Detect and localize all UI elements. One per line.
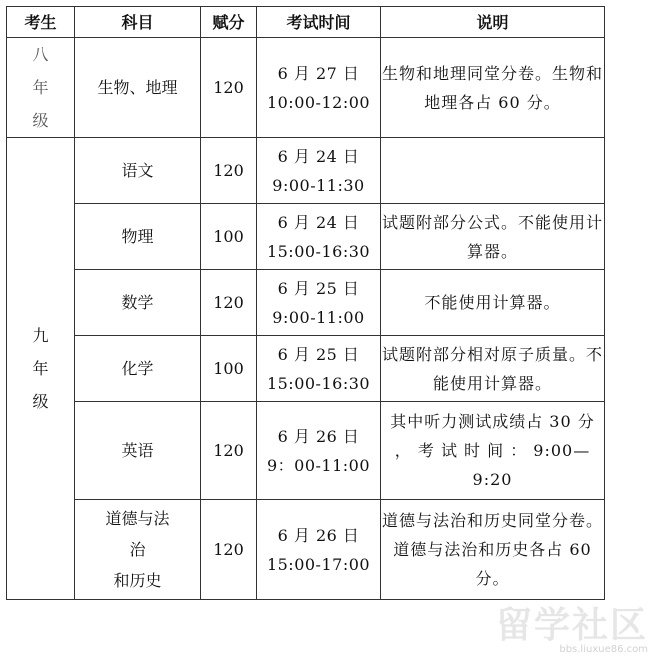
subject-cell: 道德与法 治 和历史	[75, 500, 201, 600]
subject-cell: 英语	[75, 402, 201, 500]
watermark-logo: 留学社区	[495, 605, 648, 646]
score-cell: 120	[201, 38, 257, 138]
subject-cell: 生物、地理	[75, 38, 201, 138]
note-cell: 试题附部分公式。不能使用计算器。	[381, 204, 605, 270]
score-cell: 120	[201, 500, 257, 600]
subject-cell: 化学	[75, 336, 201, 402]
table-row	[7, 38, 605, 138]
header-score: 赋分	[201, 7, 257, 38]
note-cell: 不能使用计算器。	[381, 270, 605, 336]
exam-schedule-table	[6, 6, 605, 600]
subject-cell: 数学	[75, 270, 201, 336]
time-cell: 6 月 26 日 15:00-17:00	[257, 500, 381, 600]
header-time: 考试时间	[257, 7, 381, 38]
note-cell: 生物和地理同堂分卷。生物和地理各占 60 分。	[381, 38, 605, 138]
watermark-url: bbs.liuxue86.com	[559, 644, 648, 655]
table-row	[7, 204, 605, 270]
time-cell: 6 月 27 日 10:00-12:00	[257, 38, 381, 138]
score-cell: 120	[201, 270, 257, 336]
subject-cell: 物理	[75, 204, 201, 270]
table-row	[7, 336, 605, 402]
table-row	[7, 138, 605, 204]
header-subject: 科目	[75, 7, 201, 38]
score-cell: 120	[201, 402, 257, 500]
grade9-label: 九 年 级	[7, 138, 75, 600]
score-cell: 100	[201, 336, 257, 402]
subject-cell: 语文	[75, 138, 201, 204]
note-cell: 其中听力测试成绩占 30 分 ， 考 试 时 间 ： 9:00—9:20	[381, 402, 605, 500]
grade8-label: 八 年 级	[7, 38, 75, 138]
time-cell: 6 月 25 日 9:00-11:00	[257, 270, 381, 336]
time-cell: 6 月 24 日 9:00-11:30	[257, 138, 381, 204]
table-row	[7, 500, 605, 600]
note-cell	[381, 138, 605, 204]
time-cell: 6 月 24 日 15:00-16:30	[257, 204, 381, 270]
score-cell: 100	[201, 204, 257, 270]
time-cell: 6 月 26 日 9：00-11:00	[257, 402, 381, 500]
watermark	[495, 605, 648, 656]
header-note: 说明	[381, 7, 605, 38]
table-row	[7, 402, 605, 500]
note-cell: 试题附部分相对原子质量。不能使用计算器。	[381, 336, 605, 402]
header-row	[7, 7, 605, 38]
time-cell: 6 月 25 日 15:00-16:30	[257, 336, 381, 402]
note-cell: 道德与法治和历史同堂分卷。道德与法治和历史各占 60 分。	[381, 500, 605, 600]
score-cell: 120	[201, 138, 257, 204]
header-student: 考生	[7, 7, 75, 38]
table-row	[7, 270, 605, 336]
